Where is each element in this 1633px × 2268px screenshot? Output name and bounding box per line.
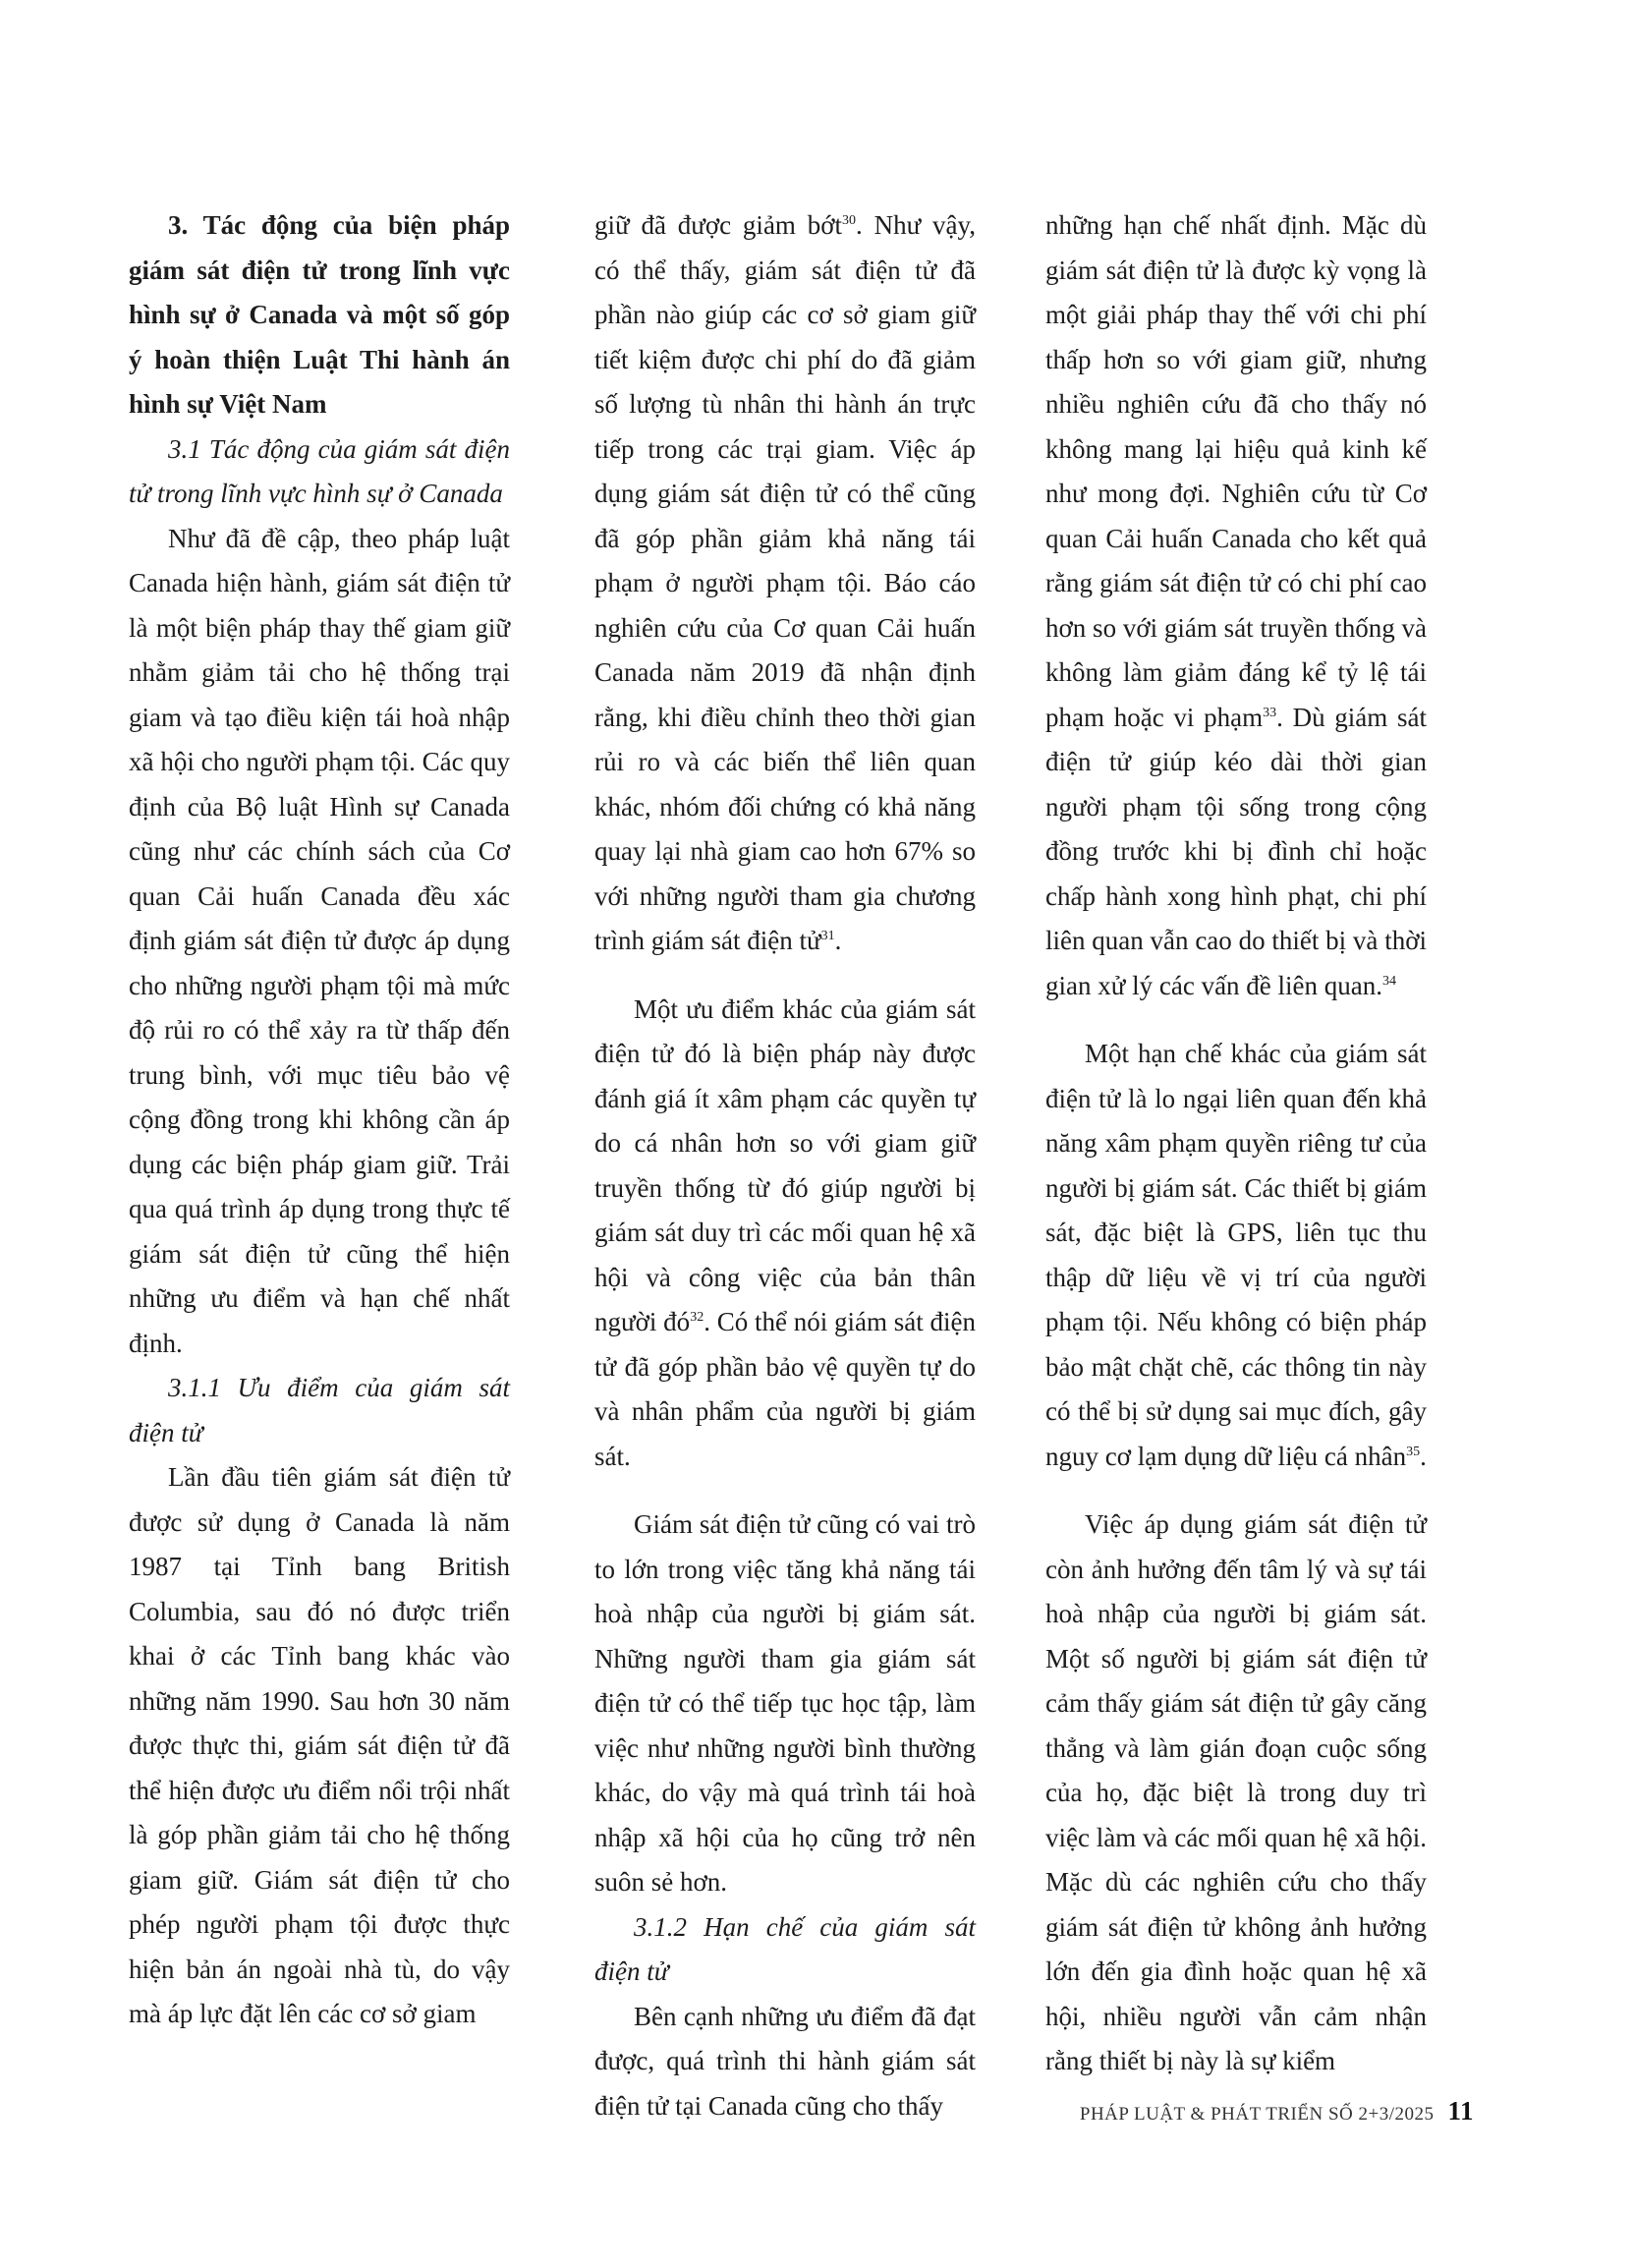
column-left <box>129 203 510 2037</box>
footnote-ref[interactable]: 32 <box>690 1310 704 1325</box>
body-paragraph: Việc áp dụng giám sát điện tử còn ảnh hưởng đến tâm lý và sự tái hoà nhập của người bị giám sát. Một số người bị giám sát điện tử cảm thấy giám sát điện tử gây căng thẳng và làm gián đoạn cuộc sống của họ, đặc biệt là trong duy trì việc làm và các mối quan hệ xã hội. Mặc dù các nghiên cứu cho thấy giám sát điện tử không ảnh hưởng lớn đến gia đình hoặc quan hệ xã hội, nhiều người vẫn cảm nhận rằng thiết bị này là sự kiểm <box>1045 1509 1427 2075</box>
section-heading: 3. Tác động của biện pháp giám sát điện tử trong lĩnh vực hình sự ở Canada và một số góp ý hoàn thiện Luật Thi hành án hình sự Việt Nam <box>129 210 510 419</box>
column-right <box>1045 203 1427 2084</box>
body-paragraph: Như đã đề cập, theo pháp luật Canada hiện hành, giám sát điện tử là một biện pháp thay thế giam giữ nhằm giảm tải cho hệ thống trại giam và tạo điều kiện tái hoà nhập xã hội cho người phạm tội. Các quy định của Bộ luật Hình sự Canada cũng như các chính sách của Cơ quan Cải huấn Canada đều xác định giám sát điện tử được áp dụng cho những người phạm tội mà mức độ rủi ro có thể xảy ra từ thấp đến trung bình, với mục tiêu bảo vệ cộng đồng trong khi không cần áp dụng các biện pháp giam giữ. Trải qua quá trình áp dụng trong thực tế giám sát điện tử cũng thể hiện những ưu điểm và hạn chế nhất định. <box>129 523 510 1358</box>
text-run: những hạn chế nhất định. Mặc dù giám sát điện tử là được kỳ vọng là một giải pháp thay thế với chi phí thấp hơn so với giam giữ, nhưng nhiều nghiên cứu đã cho thấy nó không mang lại hiệu quả kinh kế như mong đợi. Nghiên cứu từ Cơ quan Cải huấn Canada cho kết quả rằng giám sát điện tử có chi phí cao hơn so với giám sát truyền thống và không làm giảm đáng kể tỷ lệ tái phạm hoặc vi phạm <box>1045 210 1427 732</box>
body-paragraph: Bên cạnh những ưu điểm đã đạt được, quá trình thi hành giám sát điện tử tại Canada cũng cho thấy <box>594 2001 976 2121</box>
text-run: . Có thể nói giám sát điện tử đã góp phần bảo vệ quyền tự do và nhân phẩm của người bị giám sát. <box>594 1307 976 1471</box>
subsection-heading: 3.1.2 Hạn chế của giám sát điện tử <box>594 1911 976 1986</box>
subsection-heading: 3.1.1 Ưu điểm của giám sát điện tử <box>129 1373 510 1447</box>
column-middle <box>594 203 976 2128</box>
body-paragraph <box>1045 1032 1427 1479</box>
footnote-ref[interactable]: 33 <box>1263 705 1277 720</box>
text-run: . Như vậy, có thể thấy, giám sát điện tử đã phần nào giúp các cơ sở giam giữ tiết kiệm được chi phí do đã giảm số lượng tù nhân thi hành án trực tiếp trong các trại giam. Việc áp dụng giám sát điện tử có thể cũng đã góp phần giảm khả năng tái phạm ở người phạm tội. Báo cáo nghiên cứu của Cơ quan Cải huấn Canada năm 2019 đã nhận định rằng, khi điều chỉnh theo thời gian rủi ro và các biến thể liên quan khác, nhóm đối chứng có khả năng quay lại nhà giam cao hơn 67% so với những người tham gia chương trình giám sát điện tử <box>594 210 976 955</box>
body-paragraph <box>594 988 976 1480</box>
text-run: Một hạn chế khác của giám sát điện tử là lo ngại liên quan đến khả năng xâm phạm quyền riêng tư của người bị giám sát. Các thiết bị giám sát, đặc biệt là GPS, liên tục thu thập dữ liệu về vị trí của người phạm tội. Nếu không có biện pháp bảo mật chặt chẽ, các thông tin này có thể bị sử dụng sai mục đích, gây nguy cơ lạm dụng dữ liệu cá nhân <box>1045 1039 1427 1471</box>
page-number: 11 <box>1447 2096 1474 2126</box>
footnote-ref[interactable]: 34 <box>1382 973 1397 989</box>
footnote-ref[interactable]: 31 <box>820 929 835 943</box>
text-run: . Dù giám sát điện tử giúp kéo dài thời gian người phạm tội sống trong cộng đồng trước khi bị đình chỉ hoặc chấp hành xong hình phạt, chi phí liên quan vẫn cao do thiết bị và thời gian xử lý các vấn đề liên quan. <box>1045 702 1427 1000</box>
text-run: giữ đã được giảm bớt <box>594 210 843 240</box>
page-footer <box>983 2096 1474 2126</box>
body-paragraph: Lần đầu tiên giám sát điện tử được sử dụng ở Canada là năm 1987 tại Tỉnh bang British Columbia, sau đó nó được triển khai ở các Tỉnh bang khác vào những năm 1990. Sau hơn 30 năm được thực thi, giám sát điện tử đã thể hiện được ưu điểm nổi trội nhất là góp phần giảm tải cho hệ thống giam giữ. Giám sát điện tử cho phép người phạm tội được thực hiện bản án ngoài nhà tù, do vậy mà áp lực đặt lên các cơ sở giam <box>129 1462 510 2028</box>
body-paragraph: Giám sát điện tử cũng có vai trò to lớn trong việc tăng khả năng tái hoà nhập của người bị giám sát. Những người tham gia giám sát điện tử có thể tiếp tục học tập, làm việc như những người bình thường khác, do vậy mà quá trình tái hoà nhập xã hội của họ cũng trở nên suôn sẻ hơn. <box>594 1509 976 1897</box>
footnote-ref[interactable]: 30 <box>842 213 857 228</box>
text-run: . <box>1420 1441 1427 1471</box>
text-run: . <box>834 926 842 955</box>
body-paragraph <box>594 203 976 964</box>
text-run: Một ưu điểm khác của giám sát điện tử đó là biện pháp này được đánh giá ít xâm phạm các quyền tự do cá nhân hơn so với giam giữ truyền thống từ đó giúp người bị giám sát duy trì các mối quan hệ xã hội và công việc của bản thân người đó <box>594 993 976 1336</box>
subsection-heading: 3.1 Tác động của giám sát điện tử trong lĩnh vực hình sự ở Canada <box>129 433 510 508</box>
footnote-ref[interactable]: 35 <box>1406 1444 1421 1459</box>
journal-name: PHÁP LUẬT & PHÁT TRIỂN SỐ 2+3/2025 <box>1079 2104 1435 2125</box>
body-paragraph <box>1045 203 1427 1008</box>
